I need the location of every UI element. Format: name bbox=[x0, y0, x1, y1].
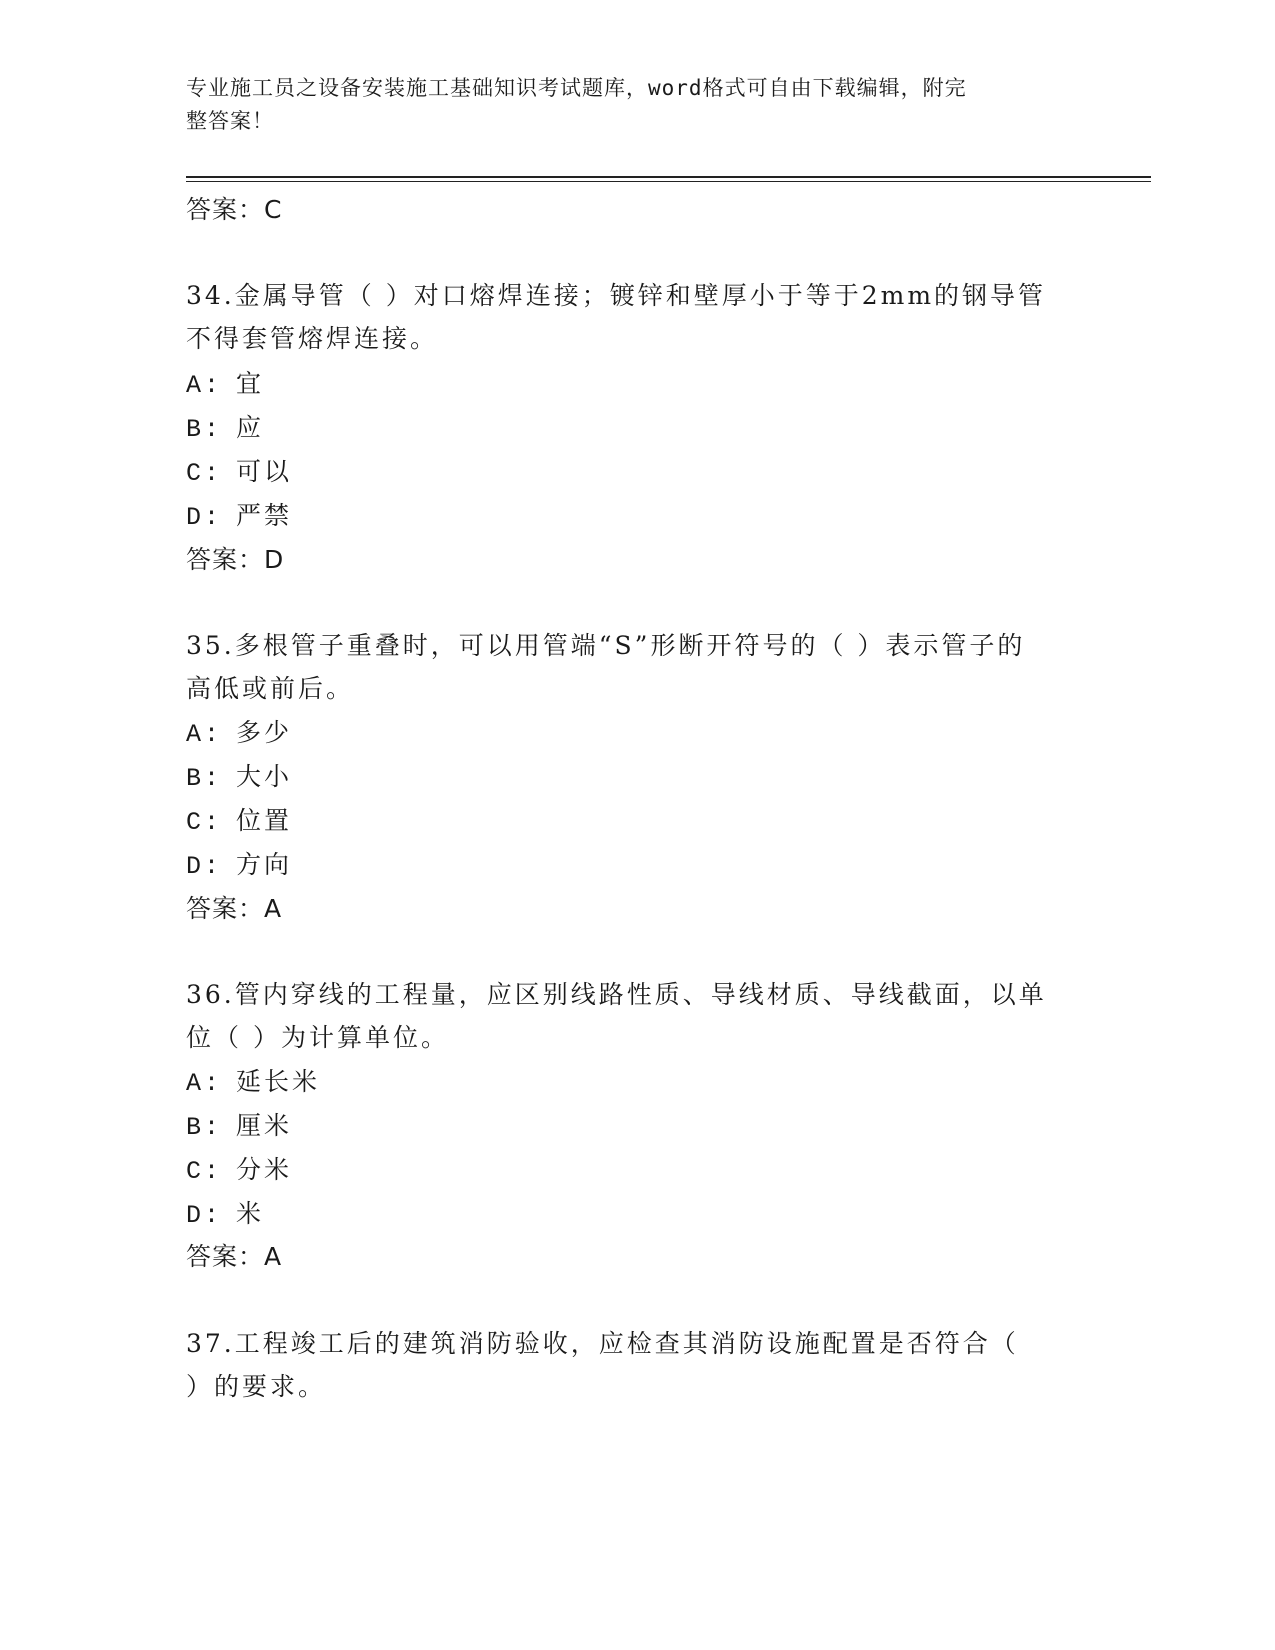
question-35-option-d bbox=[186, 845, 292, 881]
document-header bbox=[186, 72, 1066, 138]
question-34-answer: 答案：D bbox=[186, 545, 285, 574]
question-34-stem-line-1: 34.金属导管（ ）对口熔焊连接；镀锌和壁厚小于等于2mm的钢导管 bbox=[186, 281, 1047, 310]
question-36-option-a bbox=[186, 1062, 320, 1098]
question-37-stem-line-2: ）的要求。 bbox=[186, 1372, 327, 1401]
option-text: 米 bbox=[236, 1199, 265, 1228]
option-text: 方向 bbox=[236, 850, 293, 879]
option-text: 大小 bbox=[236, 762, 293, 791]
option-label: B: bbox=[186, 1113, 223, 1142]
option-text: 应 bbox=[236, 413, 265, 442]
question-35-stem-line-2: 高低或前后。 bbox=[186, 674, 355, 703]
question-36-stem-line-1: 36.管内穿线的工程量，应区别线路性质、导线材质、导线截面，以单 bbox=[186, 980, 1047, 1009]
option-label: C: bbox=[186, 808, 223, 837]
question-35-stem-line-1: 35.多根管子重叠时，可以用管端“S”形断开符号的（ ）表示管子的 bbox=[186, 631, 1026, 660]
question-36-option-d bbox=[186, 1194, 264, 1230]
question-34-stem-line-2: 不得套管熔焊连接。 bbox=[186, 324, 439, 353]
question-35-answer: 答案：A bbox=[186, 894, 283, 923]
question-34-option-a bbox=[186, 364, 264, 400]
option-label: D: bbox=[186, 503, 223, 532]
option-text: 宜 bbox=[236, 369, 265, 398]
question-35-option-b bbox=[186, 757, 292, 793]
option-text: 延长米 bbox=[236, 1067, 321, 1096]
question-36-stem-line-2: 位（ ）为计算单位。 bbox=[186, 1023, 449, 1052]
question-36-option-c bbox=[186, 1150, 292, 1186]
header-line-2: 整答案！ bbox=[186, 109, 274, 133]
header-rule-thick bbox=[186, 176, 1151, 178]
option-label: B: bbox=[186, 764, 223, 793]
question-36-option-b bbox=[186, 1106, 292, 1142]
option-text: 可以 bbox=[236, 457, 293, 486]
option-text: 严禁 bbox=[236, 501, 293, 530]
question-34-option-d bbox=[186, 496, 292, 532]
question-36-answer: 答案：A bbox=[186, 1242, 283, 1271]
option-label: A: bbox=[186, 371, 223, 400]
option-label: D: bbox=[186, 1201, 223, 1230]
option-label: A: bbox=[186, 1069, 223, 1098]
option-text: 多少 bbox=[236, 718, 293, 747]
question-35-option-c bbox=[186, 801, 292, 837]
header-line-1: 专业施工员之设备安装施工基础知识考试题库，word格式可自由下载编辑，附完 bbox=[186, 76, 967, 100]
answer-previous: 答案：C bbox=[186, 195, 283, 224]
option-label: C: bbox=[186, 1157, 223, 1186]
header-rule-thin bbox=[186, 181, 1151, 182]
option-text: 厘米 bbox=[236, 1111, 293, 1140]
option-text: 分米 bbox=[236, 1155, 293, 1184]
option-label: B: bbox=[186, 415, 223, 444]
question-37-stem-line-1: 37.工程竣工后的建筑消防验收，应检查其消防设施配置是否符合（ bbox=[186, 1329, 1019, 1358]
question-35-option-a bbox=[186, 713, 292, 749]
question-34-option-c bbox=[186, 452, 292, 488]
question-34-option-b bbox=[186, 408, 264, 444]
option-label: A: bbox=[186, 720, 223, 749]
option-label: C: bbox=[186, 459, 223, 488]
option-label: D: bbox=[186, 852, 223, 881]
option-text: 位置 bbox=[236, 806, 293, 835]
